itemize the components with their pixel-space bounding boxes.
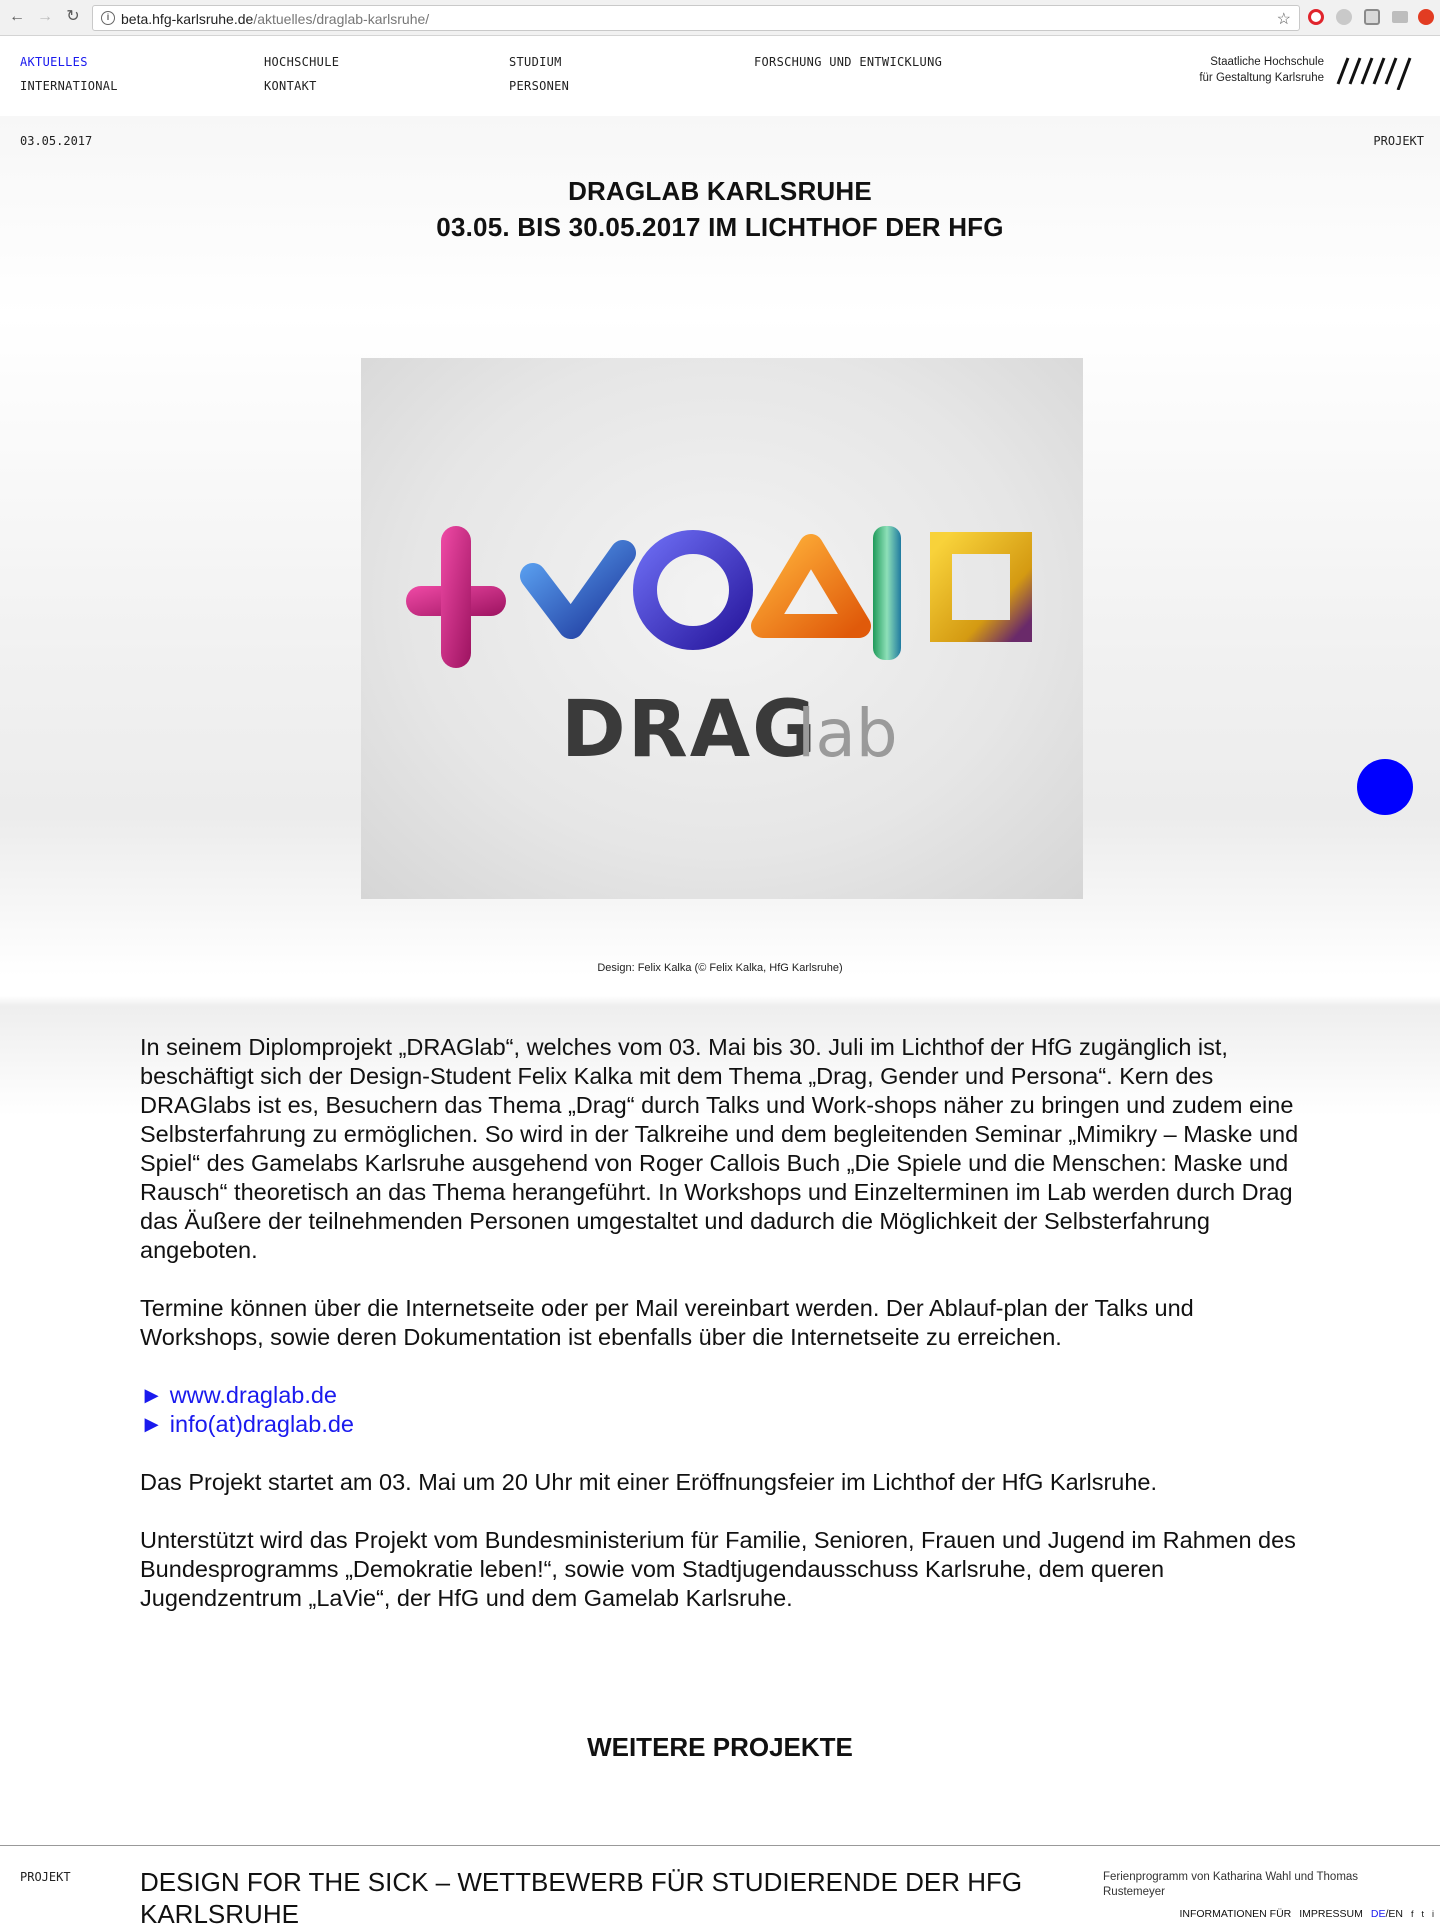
title-line1: DRAGLAB KARLSRUHE [568,176,872,206]
check-shape-icon [533,553,623,626]
lang-separator: / [1385,1908,1389,1920]
article-paragraph: Das Projekt startet am 03. Mai um 20 Uhr mit einer Eröffnungsfeier im Lichthof der HfG Karlsruhe. [140,1469,1158,1495]
screen-extension-icon[interactable] [1392,11,1408,23]
article-paragraph: Unterstützt wird das Projekt vom Bundesministerium für Familie, Senioren, Frauen und Jugend im Rahmen des Bundesprogramms „Demokratie leben!“, sowie vom Stadtjugendausschuss Karlsruhe, dem queren Jugendzentrum „LaVie“, der HfG und dem Gamelab Karlsruhe. [140,1527,1296,1611]
nav-aktuelles[interactable]: AKTUELLES [20,55,88,69]
cloud-extension-icon[interactable] [1336,9,1352,25]
logo-line2: für Gestaltung Karlsruhe [1199,72,1324,84]
info-icon[interactable]: i [101,11,115,25]
url-text [121,11,429,27]
wordmark-drag: DRAG [561,685,819,775]
article-links [140,1381,1320,1439]
nav-international[interactable]: INTERNATIONAL [20,79,118,93]
post-type: PROJEKT [1373,134,1424,148]
language-switch [1371,1908,1403,1920]
teaser-label: PROJEKT [20,1870,71,1884]
footer-info-link[interactable]: INFORMATIONEN FÜR [1179,1908,1292,1920]
teaser-title[interactable]: DESIGN FOR THE SICK – WETTBEWERB FÜR STUDIERENDE DER HFG KARLSRUHE [140,1867,1023,1925]
url-path: /aktuelles/draglab-karlsruhe/ [253,11,430,27]
address-bar[interactable] [92,5,1300,31]
twitter-icon[interactable]: t [1421,1909,1424,1919]
opera-extension-icon[interactable] [1308,9,1324,25]
floating-action-button[interactable] [1357,759,1413,815]
article-paragraph: Termine können über die Internetseite oder per Mail vereinbart werden. Der Ablauf-plan der Talks und Workshops, sowie deren Dokumentation ist ebenfalls über die Internetseite zu erreichen. [140,1295,1194,1350]
triangle-shape-icon [763,546,859,626]
back-arrow-icon[interactable]: ← [9,8,25,25]
square-shape-icon [941,543,1021,631]
post-date: 03.05.2017 [20,134,93,148]
more-projects-heading: WEITERE PROJEKTE [587,1732,853,1762]
browser-toolbar [0,0,1440,36]
footer-bar [1179,1905,1434,1923]
bookmark-star-icon[interactable]: ☆ [1276,11,1291,28]
wordmark-lab: lab [797,695,898,772]
nav-kontakt[interactable]: KONTAKT [264,79,317,93]
image-caption: Design: Felix Kalka (© Felix Kalka, HfG Karlsruhe) [597,962,843,974]
article-body [140,1033,1320,1642]
nav-hochschule[interactable]: HOCHSCHULE [264,55,340,69]
reload-icon[interactable]: ↻ [66,8,80,25]
hero-image [361,358,1083,899]
note-extension-icon[interactable] [1364,9,1380,25]
instagram-icon[interactable]: i [1432,1909,1434,1919]
ring-shape-icon [645,542,741,638]
red-extension-icon[interactable] [1418,9,1434,25]
plus-shape-icon [406,526,506,668]
site-header [0,36,1440,116]
logo-line1: Staatliche Hochschule [1210,56,1324,68]
link-draglab-email[interactable]: ► info(at)draglab.de [140,1411,354,1437]
link-draglab-website[interactable]: ► www.draglab.de [140,1382,337,1408]
url-host: beta.hfg-karlsruhe.de [121,11,254,27]
nav-studium[interactable]: STUDIUM [509,55,562,69]
article-paragraph: In seinem Diplomprojekt „DRAGlab“, welches vom 03. Mai bis 30. Juli im Lichthof der HfG zugänglich ist, beschäftigt sich der Design-Student Felix Kalka mit dem Thema „Drag, Gender und Persona“. Kern des DRAGlabs ist es, Besuchern das Thema „Drag“ durch Talks und Work-shops näher zu bringen und zudem eine Selbsterfahrung zu ermöglichen. So wird in der Talkreihe und dem begleitenden Seminar „Mimikry – Maske und Spiel“ des Gamelabs Karlsruhe ausgehend von Roger Callois Buch „Die Spiele und die Menschen: Maske und Rausch“ theoretisch an das Thema herangeführt. In Workshops und Einzelterminen im Lab werden durch Drag das Äußere der teilnehmenden Personen umgestaltet und dadurch die Möglichkeit der Selbsterfahrung angeboten. [140,1034,1299,1263]
footer-impressum-link[interactable]: IMPRESSUM [1299,1908,1363,1920]
main-content [0,116,1440,1845]
nav-forschung[interactable]: FORSCHUNG UND ENTWICKLUNG [754,55,943,69]
forward-arrow-icon[interactable]: → [37,8,53,25]
page-title [0,173,1440,245]
logo-text[interactable] [1199,54,1324,86]
teaser-description: Ferienprogramm von Katharina Wahl und Thomas Rustemeyer [1103,1871,1359,1898]
lang-de[interactable]: DE [1370,1908,1386,1920]
lang-en[interactable]: EN [1388,1908,1403,1920]
bar-shape-icon [873,526,901,660]
title-line2: 03.05. BIS 30.05.2017 IM LICHTHOF DER HFG [436,212,1004,242]
nav-personen[interactable]: PERSONEN [509,79,570,93]
facebook-icon[interactable]: f [1410,1909,1414,1919]
draglab-logo-graphic [361,358,1083,899]
hfg-logo-icon[interactable] [1328,54,1420,90]
